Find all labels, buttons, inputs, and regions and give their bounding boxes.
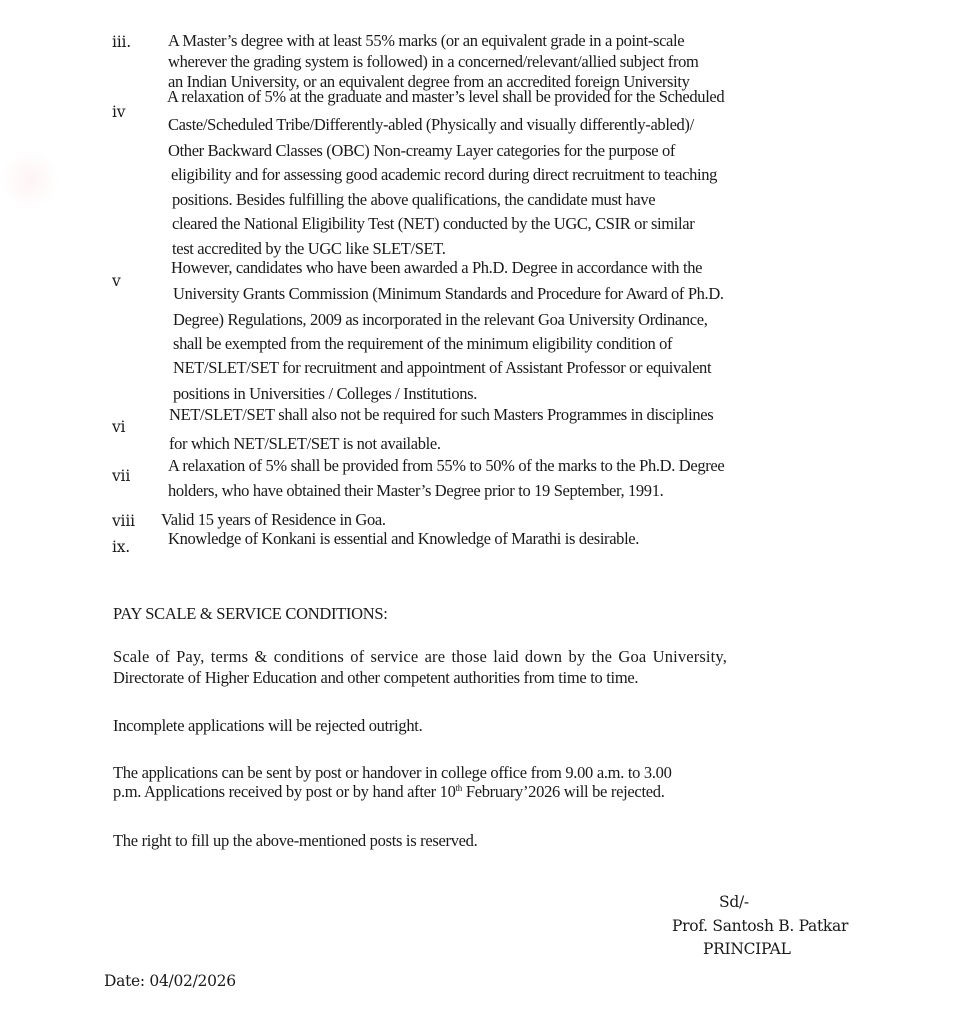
item-line: cleared the National Eligibility Test (NET) conducted by the UGC, CSIR or similar xyxy=(172,214,695,233)
signatory-name: Prof. Santosh B. Patkar xyxy=(672,917,849,935)
item-line: NET/SLET/SET shall also not be required for such Masters Programmes in disciplines xyxy=(169,405,714,424)
item-line: eligibility and for assessing good academic record during direct recruitment to teaching xyxy=(171,165,718,184)
item-line: holders, who have obtained their Master’s Degree prior to 19 September, 1991. xyxy=(168,481,664,500)
item-number: vii xyxy=(112,467,131,485)
item-number: v xyxy=(112,272,121,290)
item-line: positions in Universities / Colleges / Institutions. xyxy=(173,384,478,403)
signature-sd: Sd/- xyxy=(719,893,749,911)
item-line: A Master’s degree with at least 55% marks (or an equivalent grade in a point-scale xyxy=(168,31,685,50)
item-line: positions. Besides fulfilling the above qualifications, the candidate must have xyxy=(172,190,656,209)
pay-scale-para-line: Scale of Pay, terms & conditions of service are those laid down by the Goa University, xyxy=(113,647,727,666)
item-line: University Grants Commission (Minimum Standards and Procedure for Award of Ph.D. xyxy=(173,284,724,303)
submission-text: p.m. Applications received by post or by hand after 10 xyxy=(113,782,456,801)
paper-smudge xyxy=(0,150,60,210)
item-line: shall be exempted from the requirement of the minimum eligibility condition of xyxy=(173,334,673,353)
item-line: Degree) Regulations, 2009 as incorporated in the relevant Goa University Ordinance, xyxy=(173,310,708,329)
item-line: Caste/Scheduled Tribe/Differently-abled (Physically and visually differently-abled)/ xyxy=(168,115,694,134)
item-line: test accredited by the UGC like SLET/SET. xyxy=(172,239,446,258)
signatory-designation: PRINCIPAL xyxy=(703,940,791,958)
submission-text: February’2026 will be rejected. xyxy=(462,782,665,801)
submission-notice-line xyxy=(113,782,665,802)
item-line: wherever the grading system is followed) in a concerned/relevant/allied subject from xyxy=(168,52,699,71)
item-number: iv xyxy=(112,103,126,121)
document-date: Date: 04/02/2026 xyxy=(104,972,236,990)
item-number: viii xyxy=(112,512,135,530)
item-number: ix. xyxy=(112,538,131,556)
item-line: an Indian University, or an equivalent degree from an accredited foreign University xyxy=(168,72,690,91)
incomplete-notice: Incomplete applications will be rejected outright. xyxy=(113,716,423,735)
item-line: A relaxation of 5% at the graduate and master’s level shall be provided for the Scheduled xyxy=(167,87,725,106)
item-number: vi xyxy=(112,418,126,436)
pay-scale-para-line: Directorate of Higher Education and other competent authorities from time to time. xyxy=(113,668,639,687)
item-number: iii. xyxy=(112,33,131,51)
item-line: for which NET/SLET/SET is not available. xyxy=(169,434,441,453)
item-line: Valid 15 years of Residence in Goa. xyxy=(161,510,386,529)
item-line: A relaxation of 5% shall be provided from 55% to 50% of the marks to the Ph.D. Degree xyxy=(168,456,725,475)
item-line: However, candidates who have been awarded a Ph.D. Degree in accordance with the xyxy=(171,258,703,277)
item-line: Knowledge of Konkani is essential and Knowledge of Marathi is desirable. xyxy=(168,529,640,548)
reserved-notice: The right to fill up the above-mentioned posts is reserved. xyxy=(113,831,478,850)
pay-scale-heading: PAY SCALE & SERVICE CONDITIONS: xyxy=(113,604,388,623)
item-line: NET/SLET/SET for recruitment and appointment of Assistant Professor or equivalent xyxy=(173,358,712,377)
submission-notice-line: The applications can be sent by post or handover in college office from 9.00 a.m. to 3.00 xyxy=(113,763,672,782)
ordinal-suffix: th xyxy=(455,783,462,793)
item-line: Other Backward Classes (OBC) Non-creamy Layer categories for the purpose of xyxy=(168,141,676,160)
